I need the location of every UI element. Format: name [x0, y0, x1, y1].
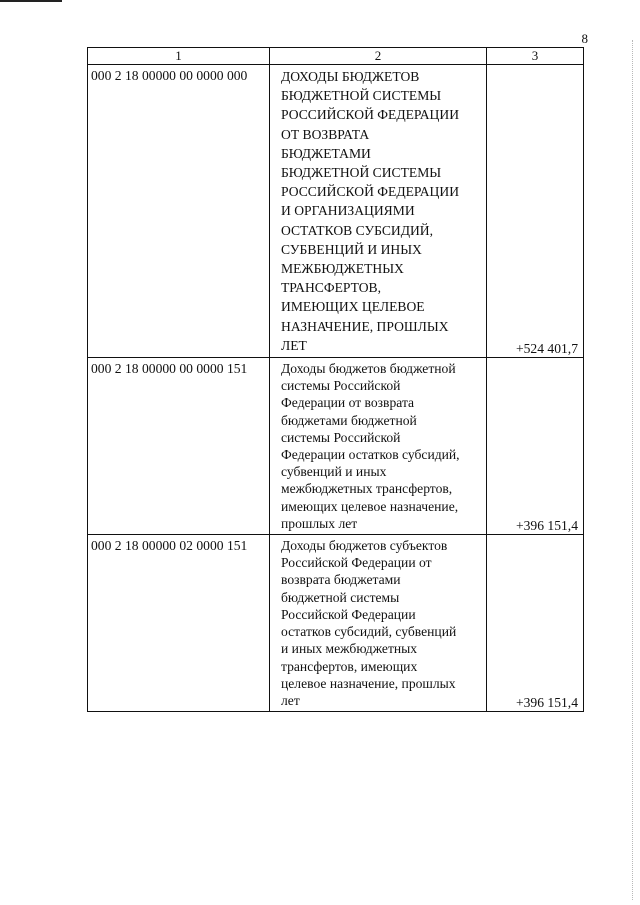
name-line: СУБВЕНЦИЙ И ИНЫХ	[281, 241, 422, 257]
name-line: Российской Федерации от	[281, 555, 432, 571]
name-line: Российской Федерации	[281, 606, 416, 622]
name-line: МЕЖБЮДЖЕТНЫХ	[281, 261, 404, 277]
name-line: прошлых лет	[281, 515, 358, 531]
name-line: межбюджетных трансфертов,	[281, 481, 453, 497]
name-line: ДОХОДЫ БЮДЖЕТОВ	[281, 69, 420, 84]
name-line: ОСТАТКОВ СУБСИДИЙ,	[281, 222, 434, 238]
name-line: системы Российской	[281, 429, 401, 445]
name-line: бюджетами бюджетной	[281, 412, 417, 428]
top-decorative-rule	[0, 0, 62, 2]
name-line: РОССИЙСКОЙ ФЕДЕРАЦИИ	[281, 107, 460, 123]
name-line: Доходы бюджетов бюджетной	[281, 361, 456, 377]
budget-revenue-table	[87, 47, 584, 712]
name-line: имеющих целевое назначение,	[281, 498, 459, 514]
name-line: ЛЕТ	[281, 337, 307, 353]
name-line: возврата бюджетами	[281, 572, 401, 588]
name-line: И ОРГАНИЗАЦИЯМИ	[281, 203, 415, 219]
name-line: трансфертов, имеющих	[281, 658, 418, 674]
name-line: БЮДЖЕТАМИ	[281, 145, 371, 161]
name-line: системы Российской	[281, 378, 401, 394]
scan-edge-marks	[632, 40, 634, 900]
budget-item-name	[270, 358, 487, 535]
budget-item-name	[270, 535, 487, 712]
table-row	[88, 65, 584, 358]
name-line: бюджетной системы	[281, 589, 400, 605]
table-header-row	[88, 48, 584, 65]
name-line: НАЗНАЧЕНИЕ, ПРОШЛЫХ	[281, 318, 449, 334]
name-line: ТРАНСФЕРТОВ,	[281, 280, 382, 296]
budget-code: 000 2 18 00000 00 0000 000	[88, 65, 270, 358]
name-line: целевое назначение, прошлых	[281, 675, 456, 691]
name-line: Федерации от возврата	[281, 395, 415, 411]
page-number: 8	[581, 31, 588, 46]
budget-item-name	[270, 65, 487, 358]
name-line: и иных межбюджетных	[281, 641, 418, 657]
name-line: остатков субсидий, субвенций	[281, 624, 457, 640]
name-line: Доходы бюджетов субъектов	[281, 538, 448, 554]
name-line: БЮДЖЕТНОЙ СИСТЕМЫ	[281, 88, 442, 104]
name-line: субвенций и иных	[281, 464, 387, 480]
header-col-2: 2	[270, 48, 487, 65]
name-line: лет	[281, 692, 300, 708]
budget-code: 000 2 18 00000 02 0000 151	[88, 535, 270, 712]
budget-code: 000 2 18 00000 00 0000 151	[88, 358, 270, 535]
name-line: РОССИЙСКОЙ ФЕДЕРАЦИИ	[281, 184, 460, 200]
header-col-3: 3	[487, 48, 584, 65]
amount-value: +396 151,4	[487, 535, 584, 712]
table-row	[88, 535, 584, 712]
table-row	[88, 358, 584, 535]
header-col-1: 1	[88, 48, 270, 65]
name-line: БЮДЖЕТНОЙ СИСТЕМЫ	[281, 165, 442, 181]
name-line: ОТ ВОЗВРАТА	[281, 126, 370, 142]
amount-value: +524 401,7	[487, 65, 584, 358]
name-line: Федерации остатков субсидий,	[281, 447, 460, 463]
name-line: ИМЕЮЩИХ ЦЕЛЕВОЕ	[281, 299, 425, 315]
amount-value: +396 151,4	[487, 358, 584, 535]
